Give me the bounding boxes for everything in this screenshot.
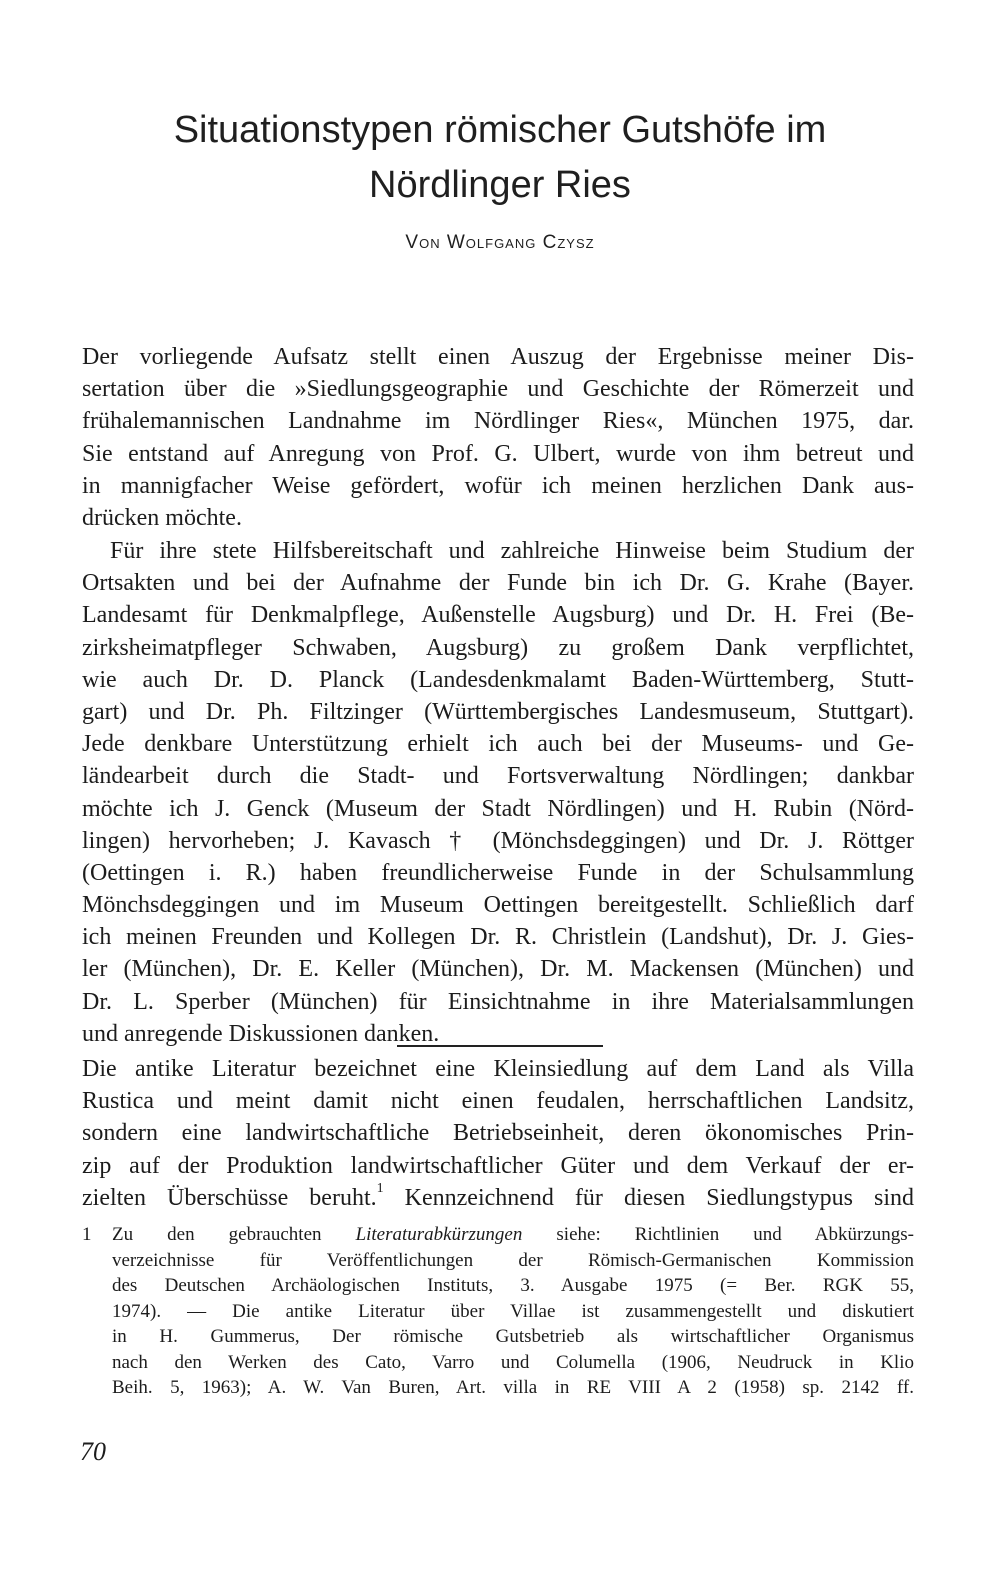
text-line: möchte ich J. Genck (Museum der Stadt Nördlingen) und H. Rubin (Nörd- <box>82 795 914 822</box>
text-line <box>82 1182 914 1214</box>
text-line: in mannigfacher Weise gefördert, wofür ich meinen herzlichen Dank aus- <box>82 472 914 499</box>
text-line: Jede denkbare Unterstützung erhielt ich auch bei der Museums- und Ge- <box>82 731 914 758</box>
text-line: Der vorliegende Aufsatz stellt einen Auszug der Ergebnisse meiner Dis- <box>82 344 914 370</box>
text-line: zirksheimatpfleger Schwaben, Augsburg) zu großem Dank verpflichtet, <box>82 634 914 661</box>
text-line: Für ihre stete Hilfsbereitschaft und zahlreiche Hinweise beim Studium der <box>110 538 914 564</box>
text-line: zip auf der Produktion landwirtschaftlicher Güter und dem Verkauf der er- <box>82 1152 914 1179</box>
footnote-number: 1 <box>82 1224 92 1245</box>
footnote-line <box>82 1222 914 1248</box>
footnote-line: des Deutschen Archäologischen Instituts, 3. Ausgabe 1975 (= Ber. RGK 55, <box>112 1275 914 1296</box>
footnote-line: Beih. 5, 1963); A. W. Van Buren, Art. villa in RE VIII A 2 (1958) sp. 2142 ff. <box>112 1377 914 1398</box>
text-line: Die antike Literatur bezeichnet eine Kleinsiedlung auf dem Land als Villa <box>82 1056 914 1082</box>
paragraph-1 <box>82 341 914 534</box>
text-segment: Kennzeichnend für diesen Siedlungstypus sind <box>383 1184 914 1211</box>
text-line: wie auch Dr. D. Planck (Landesdenkmalamt Baden-Württemberg, Stutt- <box>82 666 914 693</box>
page-number: 70 <box>80 1437 106 1466</box>
text-line: Sie entstand auf Anregung von Prof. G. Ulbert, wurde von ihm betreut und <box>82 440 914 467</box>
text-line: Rustica und meint damit nicht einen feudalen, herrschaftlichen Landsitz, <box>82 1088 914 1115</box>
text-line: Mönchsdeggingen und im Museum Oettingen bereitgestellt. Schließlich darf <box>82 892 914 919</box>
text-line: frühalemannischen Landnahme im Nördlinger Ries«, München 1975, dar. <box>82 408 914 435</box>
paragraph-3 <box>82 1053 914 1214</box>
footnote-line: 1974). — Die antike Literatur über Villae ist zusammengestellt und diskutiert <box>112 1300 914 1322</box>
text-line: (Oettingen i. R.) haben freundlicherweise Funde in der Schulsammlung <box>82 859 914 886</box>
author-byline: Von Wolfgang Czysz <box>405 232 595 253</box>
footnote-line: nach den Werken des Cato, Varro und Columella (1906, Neudruck in Klio <box>112 1351 914 1373</box>
footnote-line: verzeichnisse für Veröffentlichungen der Römisch-Germanischen Kommission <box>112 1249 914 1271</box>
text-line: Ortsakten und bei der Aufnahme der Funde bin ich Dr. G. Krahe (Bayer. <box>82 570 914 597</box>
text-line: drücken möchte. <box>82 504 242 531</box>
text-line: lingen) hervorheben; J. Kavasch † (Mönchsdeggingen) und Dr. J. Röttger <box>82 827 914 854</box>
text-segment: zielten Überschüsse beruht. <box>82 1184 377 1211</box>
text-line: ich meinen Freunden und Kollegen Dr. R. Christlein (Landshut), Dr. J. Gies- <box>82 924 914 951</box>
section-divider <box>397 1045 603 1047</box>
footnote-1 <box>82 1222 914 1401</box>
text-segment-italic: Literaturabkürzungen <box>355 1224 523 1245</box>
footnote-reference[interactable]: 1 <box>376 1181 384 1196</box>
article-title-line-2: Nördlinger Ries <box>369 164 631 206</box>
article-title-line-1: Situationstypen römischer Gutshöfe im <box>173 109 827 151</box>
text-segment: siehe: Richtlinien und Abkürzungs- <box>522 1224 914 1245</box>
text-line: ländearbeit durch die Stadt- und Fortsverwaltung Nördlingen; dankbar <box>82 763 914 790</box>
footnote-line: in H. Gummerus, Der römische Gutsbetrieb als wirtschaftlicher Organismus <box>112 1326 914 1347</box>
text-line: Dr. L. Sperber (München) für Einsichtnahme in ihre Materialsammlungen <box>82 988 914 1015</box>
text-line: sondern eine landwirtschaftliche Betriebseinheit, deren ökonomisches Prin- <box>82 1120 914 1147</box>
text-line: gart) und Dr. Ph. Filtzinger (Württembergisches Landesmuseum, Stuttgart). <box>82 698 914 725</box>
text-line: Landesamt für Denkmalpflege, Außenstelle Augsburg) und Dr. H. Frei (Be- <box>82 602 914 629</box>
paragraph-2 <box>82 535 914 1050</box>
text-segment: Zu den gebrauchten <box>112 1224 356 1245</box>
text-line: sertation über die »Siedlungsgeographie und Geschichte der Römerzeit und <box>82 376 914 403</box>
text-line: und anregende Diskussionen danken. <box>82 1020 440 1047</box>
text-line: ler (München), Dr. E. Keller (München), Dr. M. Mackensen (München) und <box>82 956 914 983</box>
